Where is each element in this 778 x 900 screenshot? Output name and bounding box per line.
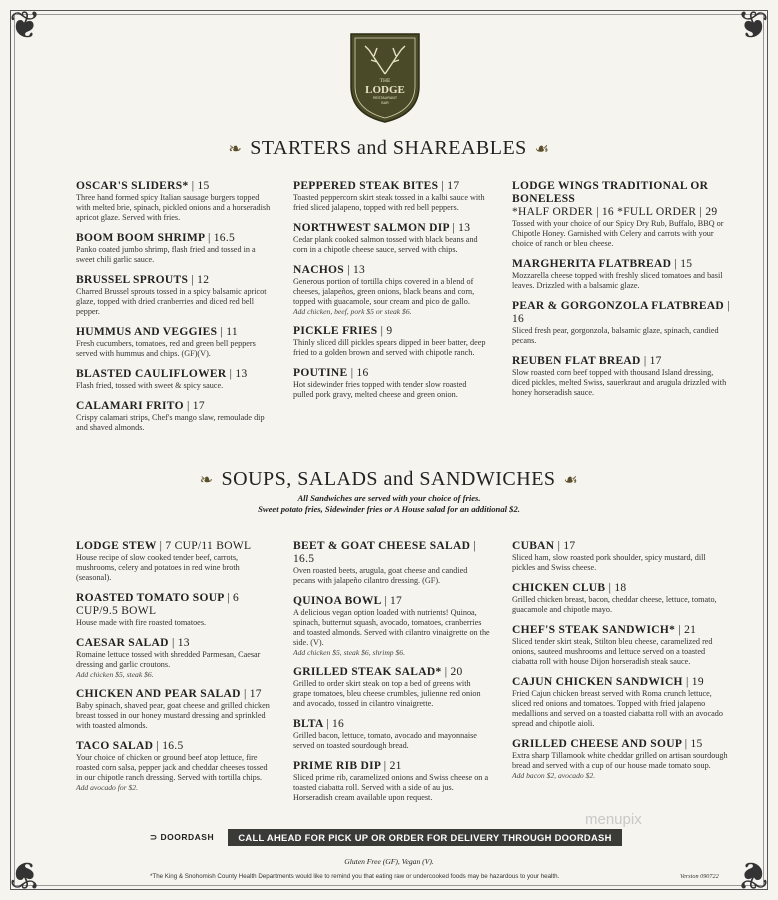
item-price: | 16 (326, 718, 345, 730)
item-title: PICKLE FRIES (293, 325, 378, 337)
menu-item (512, 180, 730, 249)
doordash-banner: CALL AHEAD FOR PICK UP OR ORDER FOR DELIVERY THROUGH DOORDASH (228, 829, 622, 846)
menu-item (512, 738, 730, 780)
corner-ornament-icon: ❦ (737, 3, 769, 47)
menu-item-name (76, 400, 271, 413)
item-price: | 18 (608, 582, 627, 594)
menu-item (512, 624, 730, 667)
item-description: Panko coated jumbo shrimp, flash fried and tossed in a sweet chili garlic sauce. (76, 245, 256, 264)
starters-title: STARTERS and SHAREABLES (250, 137, 527, 159)
menu-item-name (512, 676, 730, 689)
item-title: NACHOS (293, 264, 345, 276)
item-title: QUINOA BOWL (293, 595, 381, 607)
item-price: | 16 (512, 300, 730, 325)
item-description: Sliced fresh pear, gorgonzola, balsamic glaze, spinach, candied pecans. (512, 326, 719, 345)
item-title: CALAMARI FRITO (76, 400, 184, 412)
item-price: | 15 (674, 258, 693, 270)
item-addon-note: Add avocado for $2. (76, 783, 139, 792)
menu-item (76, 368, 271, 391)
item-price-options: *HALF ORDER | 16 *FULL ORDER | 29 (512, 206, 718, 218)
item-price: | 17 (557, 540, 576, 552)
corner-ornament-icon: ❦ (737, 853, 769, 897)
item-description: Oven roasted beets, arugula, goat cheese and candied pecans with jalapeño cilantro dressing. (GF). (293, 566, 468, 585)
logo-line4: BAR (381, 101, 389, 105)
item-title: LODGE WINGS TRADITIONAL OR BONELESS (512, 180, 709, 205)
item-price: | 16.5 (207, 232, 236, 244)
starters-col-3 (512, 180, 730, 407)
item-title: GRILLED CHEESE AND SOUP (512, 738, 682, 750)
item-description: A delicious vegan option loaded with nutrients! Quinoa, spinach, butternut squash, avocado, tomatoes, cranberries and toasted almonds. Served with cilantro vinaigrette on the side. (V). (293, 608, 490, 647)
doordash-logo (150, 832, 214, 843)
menu-item-name (512, 582, 730, 595)
starters-col-1 (76, 180, 271, 442)
item-description: Sliced tender skirt steak, Stilton bleu cheese, caramelized red onions, sauteed mushrooms and lettuce served on a toasted ciabatta roll with house Dijon horseradish steak sauce. (512, 637, 713, 666)
item-description: Sliced prime rib, caramelized onions and Swiss cheese on a toasted ciabatta roll. Served with a side of au jus. Horseradish cream available upon request. (293, 773, 489, 802)
scroll-ornament-icon: ❧ (199, 472, 214, 489)
menu-item (76, 637, 271, 679)
menu-item-name (76, 274, 271, 287)
menu-item-name (76, 232, 271, 245)
item-title: GRILLED STEAK SALAD* (293, 666, 442, 678)
menu-item (512, 540, 730, 573)
item-description: Baby spinach, shaved pear, goat cheese and grilled chicken breast tossed in our honey mustard dressing and sprinkled with toasted almonds. (76, 701, 270, 730)
menu-item (76, 232, 271, 265)
item-title: MARGHERITA FLATBREAD (512, 258, 672, 270)
menu-item-name (512, 300, 730, 326)
item-price: | 11 (220, 326, 238, 338)
corner-ornament-icon: ❦ (9, 853, 41, 897)
item-title: TACO SALAD (76, 740, 154, 752)
item-price: | 16 (350, 367, 369, 379)
menu-item (293, 718, 490, 751)
item-price: | 21 (678, 624, 697, 636)
item-price: | 9 (380, 325, 393, 337)
item-description: Hot sidewinder fries topped with tender slow roasted pulled pork gravy, melted cheese and green onion. (293, 380, 467, 399)
item-title: PRIME RIB DIP (293, 760, 381, 772)
item-price: | 21 (383, 760, 402, 772)
soups-col-2 (293, 540, 490, 812)
item-title: BOOM BOOM SHRIMP (76, 232, 205, 244)
item-description: Charred Brussel sprouts tossed in a spicy balsamic apricot glaze, topped with dried cranberries and diced red bell pepper. (76, 287, 267, 316)
diet-legend: Gluten Free (GF), Vegan (V). (344, 857, 434, 866)
menu-item (293, 595, 490, 657)
menu-item-name (293, 367, 488, 380)
item-description: Slow roasted corn beef topped with thousand Island dressing, diced pickles, melted Swiss, sauerkraut and arugula drizzled with honey horseradish sauce. (512, 368, 727, 397)
menu-item (293, 325, 488, 358)
item-price: | 13 (229, 368, 248, 380)
sandwich-note-2: Sweet potato fries, Sidewinder fries or A House salad for an additional $2. (258, 504, 520, 514)
starters-col-2 (293, 180, 488, 409)
menu-item (293, 222, 488, 255)
menu-item (76, 592, 271, 628)
item-addon-note: Add chicken $5, steak $6, shrimp $6. (293, 648, 405, 657)
menu-item (293, 264, 488, 316)
item-title: LODGE STEW (76, 540, 157, 552)
item-price: | 20 (444, 666, 463, 678)
item-description: Grilled chicken breast, bacon, cheddar cheese, lettuce, tomato, guacamole and chipotle mayo. (512, 595, 717, 614)
menu-item-name (76, 740, 271, 753)
item-title: ROASTED TOMATO SOUP (76, 592, 224, 604)
menu-item-name (512, 258, 730, 271)
menu-item (76, 326, 271, 359)
item-title: CHEF'S STEAK SANDWICH* (512, 624, 676, 636)
logo-line2: LODGE (365, 84, 405, 96)
item-price: | 7 CUP/11 BOWL (159, 540, 252, 552)
menu-item-name (76, 688, 271, 701)
item-title: POUTINE (293, 367, 348, 379)
starters-heading (0, 137, 778, 160)
item-title: BLASTED CAULIFLOWER (76, 368, 227, 380)
soups-col-1 (76, 540, 271, 801)
menu-item-name (512, 738, 730, 751)
menu-item-name (293, 180, 488, 193)
soups-col-3 (512, 540, 730, 789)
item-title: REUBEN FLAT BREAD (512, 355, 641, 367)
item-description: Mozzarella cheese topped with freshly sliced tomatoes and basil leaves. Drizzled with a balsamic glaze. (512, 271, 723, 290)
item-price: | 12 (191, 274, 210, 286)
item-description: Romaine lettuce tossed with shredded Parmesan, Caesar dressing and garlic croutons. (76, 650, 261, 669)
menu-item-name (293, 595, 490, 608)
item-price: | 13 (171, 637, 190, 649)
item-addon-note: Add chicken $5, steak $6. (76, 670, 154, 679)
item-description: Tossed with your choice of our Spicy Dry Rub, Buffalo, BBQ or Chipotle Honey. Garnished with Celery and carrots with your choice of ranch or bleu cheese. (512, 219, 724, 248)
version-label: Version 090722 (680, 873, 719, 880)
menu-item (76, 688, 271, 731)
item-description: Fried Cajun chicken breast served with Roma crunch lettuce, sliced red onions and tomatoes. Topped with fried jalapeno medallions and served on a toasted ciabatta roll with an avocado spread and chipotle aioli. (512, 689, 723, 728)
menu-item (76, 740, 271, 792)
item-price: | 16.5 (156, 740, 184, 752)
menu-item-name (76, 540, 271, 553)
item-description: Three hand formed spicy Italian sausage burgers topped with melted brie, spinach, pickled onions and a horseradish apricot glaze. Served with fries. (76, 193, 271, 222)
item-price: | 17 (243, 688, 262, 700)
sandwich-note-1: All Sandwiches are served with your choice of fries. (297, 493, 481, 503)
item-description: Toasted peppercorn skirt steak tossed in a kalbi sauce with fried sliced jalapeno, topped with red bell peppers. (293, 193, 485, 212)
logo-line3: RESTAURANT (372, 96, 398, 100)
menu-item-name (293, 666, 490, 679)
menu-item-name (293, 222, 488, 235)
item-price: | 17 (384, 595, 403, 607)
menu-item (512, 300, 730, 346)
item-price: | 15 (191, 180, 210, 192)
item-description: Flash fried, tossed with sweet & spicy sauce. (76, 381, 224, 390)
soups-title: SOUPS, SALADS and SANDWICHES (221, 468, 556, 490)
menu-item-name (293, 264, 488, 277)
item-price: | 13 (347, 264, 366, 276)
menu-item (76, 180, 271, 223)
item-title: OSCAR'S SLIDERS* (76, 180, 189, 192)
item-price: | 6 CUP/9.5 BOWL (76, 592, 240, 617)
item-price: | 16.5 (293, 540, 476, 565)
item-title: BEET & GOAT CHEESE SALAD (293, 540, 471, 552)
menu-item-name (76, 326, 271, 339)
menu-item-name (512, 355, 730, 368)
logo-line1: THE (379, 78, 391, 84)
item-price: | 17 (643, 355, 662, 367)
menu-item-name (293, 325, 488, 338)
item-title: PEAR & GORGONZOLA FLATBREAD (512, 300, 725, 312)
menu-item-name (293, 540, 490, 566)
item-price: | 13 (452, 222, 471, 234)
item-title: CAESAR SALAD (76, 637, 169, 649)
menu-item (512, 355, 730, 398)
item-title: CAJUN CHICKEN SANDWICH (512, 676, 683, 688)
menu-item-name (76, 368, 271, 381)
item-description: Cedar plank cooked salmon tossed with black beans and corn in a chipotle cheese sauce, served with chips. (293, 235, 478, 254)
item-description: House recipe of slow cooked tender beef, carrots, mushrooms, celery and potatoes in red wine broth (seasonal). (76, 553, 240, 582)
menu-item-name (293, 718, 490, 731)
menu-item (512, 676, 730, 729)
item-addon-note: Add bacon $2, avocado $2. (512, 771, 596, 780)
item-title: CHICKEN CLUB (512, 582, 606, 594)
lodge-logo (347, 28, 423, 124)
menu-item (512, 582, 730, 615)
doordash-icon: ⊃ (150, 832, 158, 842)
item-description: Grilled to order skirt steak on top a bed of greens with grape tomatoes, bleu cheese crumbles, julienne red onion and avocado, tossed in cilantro vinaigrette. (293, 679, 481, 708)
item-title: BRUSSEL SPROUTS (76, 274, 189, 286)
item-title: CUBAN (512, 540, 555, 552)
item-addon-note: Add chicken, beef, pork $5 or steak $6. (293, 307, 412, 316)
menu-item-name (76, 180, 271, 193)
item-description: Thinly sliced dill pickles spears dipped in beer batter, deep fried to a golden brown and served with chipotle ranch. (293, 338, 486, 357)
menu-item-name (512, 540, 730, 553)
item-price: | 19 (686, 676, 704, 688)
menu-item (293, 367, 488, 400)
scroll-ornament-icon: ❧ (228, 141, 243, 158)
item-price: | 17 (441, 180, 460, 192)
menu-item (293, 666, 490, 709)
item-description: Extra sharp Tillamook white cheddar grilled on artisan sourdough bread and served with a cup of our house made tomato soup. (512, 751, 728, 770)
item-description: Generous portion of tortilla chips covered in a blend of cheeses, jalapeños, green onions, black beans and corn, topped with guacamole, sour cream and pico de gallo. (293, 277, 475, 306)
menu-item (512, 258, 730, 291)
item-price: | 17 (187, 400, 205, 412)
item-title: CHICKEN AND PEAR SALAD (76, 688, 241, 700)
item-description: Your choice of chicken or ground beef atop lettuce, fire roasted corn salsa, pepper jack and cheddar cheeses tossed in our chipotle ranch dressing. Served with tortilla chips. (76, 753, 268, 782)
menu-item (76, 400, 271, 433)
scroll-ornament-icon: ☙ (534, 141, 550, 158)
menu-item-name (76, 637, 271, 650)
menu-item (293, 180, 488, 213)
item-description: Grilled bacon, lettuce, tomato, avocado and mayonnaise served on toasted sourdough bread. (293, 731, 477, 750)
corner-ornament-icon: ❦ (9, 3, 41, 47)
menu-item-name (76, 592, 271, 618)
menu-item-name (512, 180, 730, 206)
menu-item (76, 274, 271, 317)
item-title: PEPPERED STEAK BITES (293, 180, 439, 192)
menu-item (293, 760, 490, 803)
doordash-label: DOORDASH (160, 832, 215, 842)
item-description: Crispy calamari strips, Chef's mango slaw, remoulade dip and shaved almonds. (76, 413, 265, 432)
health-disclaimer: *The King & Snohomish County Health Departments would like to remind you that eating raw or undercooked foods may be hazardous to your health. (150, 873, 560, 880)
item-description: Sliced ham, slow roasted pork shoulder, spicy mustard, dill pickles and Swiss cheese. (512, 553, 706, 572)
scroll-ornament-icon: ☙ (563, 472, 579, 489)
menu-item (293, 540, 490, 586)
item-price: | 15 (684, 738, 703, 750)
item-title: BLTA (293, 718, 323, 730)
item-title: HUMMUS AND VEGGIES (76, 326, 218, 338)
item-description: Fresh cucumbers, tomatoes, red and green bell peppers served with hummus and chips. (GF)(V). (76, 339, 256, 358)
menu-item-name (293, 760, 490, 773)
item-title: NORTHWEST SALMON DIP (293, 222, 450, 234)
soups-heading (0, 468, 778, 491)
menu-item (76, 540, 271, 583)
item-description: House made with fire roasted tomatoes. (76, 618, 207, 627)
watermark: menupix (585, 811, 642, 828)
menu-item-name (512, 624, 730, 637)
